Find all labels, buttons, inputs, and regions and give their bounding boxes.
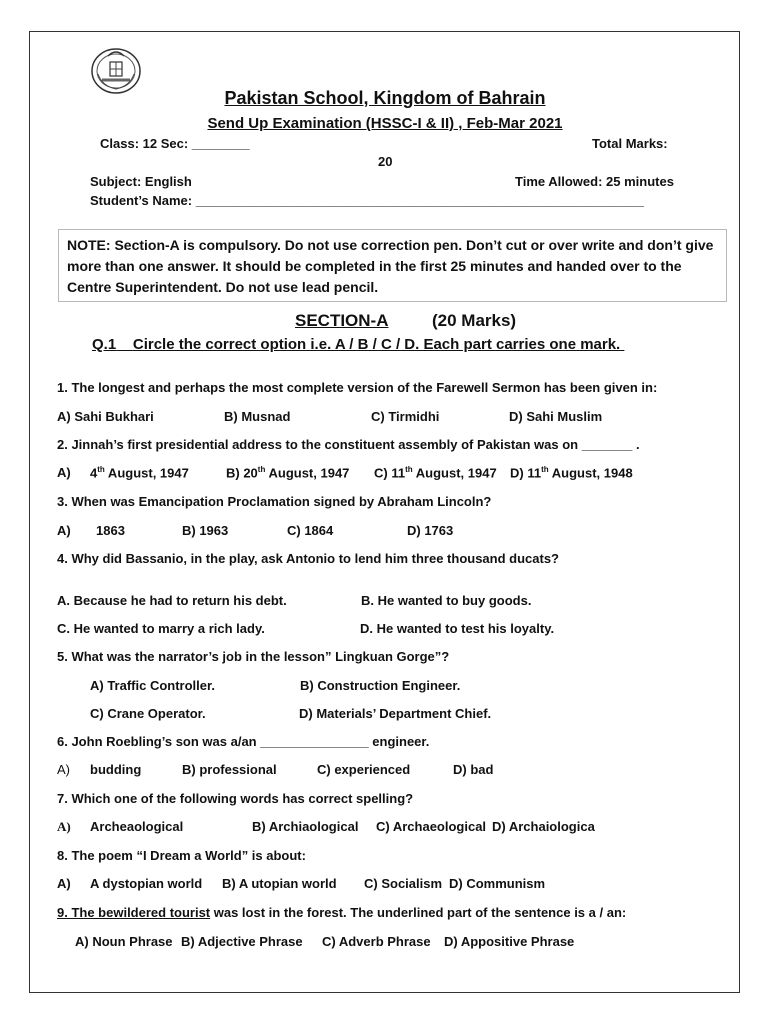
student-name-line: Student’s Name: ______________________________________________________________: [90, 193, 644, 208]
question-item-text: 8. The poem “I Dream a World” is about:: [57, 848, 306, 863]
option-d: D) Sahi Muslim: [509, 409, 603, 424]
option-c: C) 11th August, 1947: [374, 465, 497, 481]
question-item-text: 9. The bewildered tourist was lost in the forest. The underlined part of the sentence is a / an:: [57, 905, 627, 920]
option-a: Archeaological: [90, 819, 184, 834]
total-marks-value: 20: [378, 154, 393, 169]
question-1-instruction: Circle the correct option i.e. A / B / C / D. Each part carries one mark.: [132, 336, 621, 353]
option-b: B) 20th August, 1947: [226, 465, 350, 481]
option-a: 1863: [96, 523, 125, 538]
option-a: A) Traffic Controller.: [90, 678, 215, 693]
option-b: B) Musnad: [224, 409, 291, 424]
question-1-number: Q.1: [92, 336, 117, 353]
school-name: Pakistan School, Kingdom of Bahrain: [224, 88, 546, 108]
option-d: D) bad: [453, 762, 494, 777]
option-a: budding: [90, 762, 142, 777]
option-c: C) Tirmidhi: [371, 409, 440, 424]
option-d: D) Appositive Phrase: [444, 934, 575, 949]
question-item-text: 4. Why did Bassanio, in the play, ask Antonio to lend him three thousand ducats?: [57, 551, 559, 566]
option-c: C) Crane Operator.: [90, 706, 206, 721]
option-a: A) Sahi Bukhari: [57, 409, 154, 424]
question-item-text: 6. John Roebling’s son was a/an _______________ engineer.: [57, 734, 430, 749]
section-title: SECTION-A: [295, 311, 389, 330]
time-allowed: Time Allowed: 25 minutes: [515, 174, 674, 189]
option-c: C) Socialism: [364, 876, 443, 891]
subject-line: Subject: English: [90, 174, 192, 189]
question-item-text: 3. When was Emancipation Proclamation signed by Abraham Lincoln?: [57, 494, 492, 509]
class-section-line: Class: 12 Sec: ________: [100, 136, 250, 151]
question-item-text: 7. Which one of the following words has correct spelling?: [57, 791, 414, 806]
option-b: B) Archiaological: [252, 819, 359, 834]
option-b: B) Adjective Phrase: [181, 934, 303, 949]
total-marks-label: Total Marks:: [592, 136, 668, 151]
option-a-label: A): [57, 465, 71, 480]
underlined-phrase: 9. The bewildered tourist: [57, 905, 211, 920]
option-d: D) 1763: [407, 523, 454, 538]
option-d: D) Archaiologica: [492, 819, 595, 834]
option-c: C) 1864: [287, 523, 334, 538]
option-a: A) Noun Phrase: [75, 934, 173, 949]
note-box: NOTE: Section-A is compulsory. Do not use correction pen. Don’t cut or over write and don’t give more than one answer. It should be completed in the first 25 minutes and handed over to the Centre Superintendent. Do not use lead pencil.: [58, 229, 727, 302]
option-c: C) Archaeological: [376, 819, 487, 834]
question-item-text: 2. Jinnah’s first presidential address to the constituent assembly of Pakistan was on _______ .: [57, 437, 640, 452]
section-marks: (20 Marks): [432, 311, 517, 330]
option-b: B) Construction Engineer.: [300, 678, 461, 693]
option-b: B. He wanted to buy goods.: [361, 593, 532, 608]
option-d: D) 11th August, 1948: [510, 465, 633, 481]
question-item-text: 5. What was the narrator’s job in the lesson” Lingkuan Gorge”?: [57, 649, 450, 664]
option-b: B) 1963: [182, 523, 229, 538]
option-b: B) professional: [182, 762, 277, 777]
option-a: 4th August, 1947: [90, 465, 189, 481]
option-a: A. Because he had to return his debt.: [57, 593, 287, 608]
option-a-label: A): [57, 819, 71, 834]
option-d: D) Materials’ Department Chief.: [299, 706, 492, 721]
option-c: C. He wanted to marry a rich lady.: [57, 621, 265, 636]
option-b: B) A utopian world: [222, 876, 337, 891]
question-1-heading: [92, 336, 624, 353]
option-a-label: A): [57, 876, 71, 891]
option-a: A dystopian world: [90, 876, 203, 891]
option-a-label: A): [57, 762, 70, 777]
exam-title: Send Up Examination (HSSC-I & II) , Feb-Mar 2021: [207, 115, 563, 132]
question-item-text: 1. The longest and perhaps the most complete version of the Farewell Sermon has been given in:: [57, 380, 658, 395]
option-d: D) Communism: [449, 876, 546, 891]
option-c: C) Adverb Phrase: [322, 934, 431, 949]
option-d: D. He wanted to test his loyalty.: [360, 621, 555, 636]
option-c: C) experienced: [317, 762, 411, 777]
option-a-label: A): [57, 523, 71, 538]
